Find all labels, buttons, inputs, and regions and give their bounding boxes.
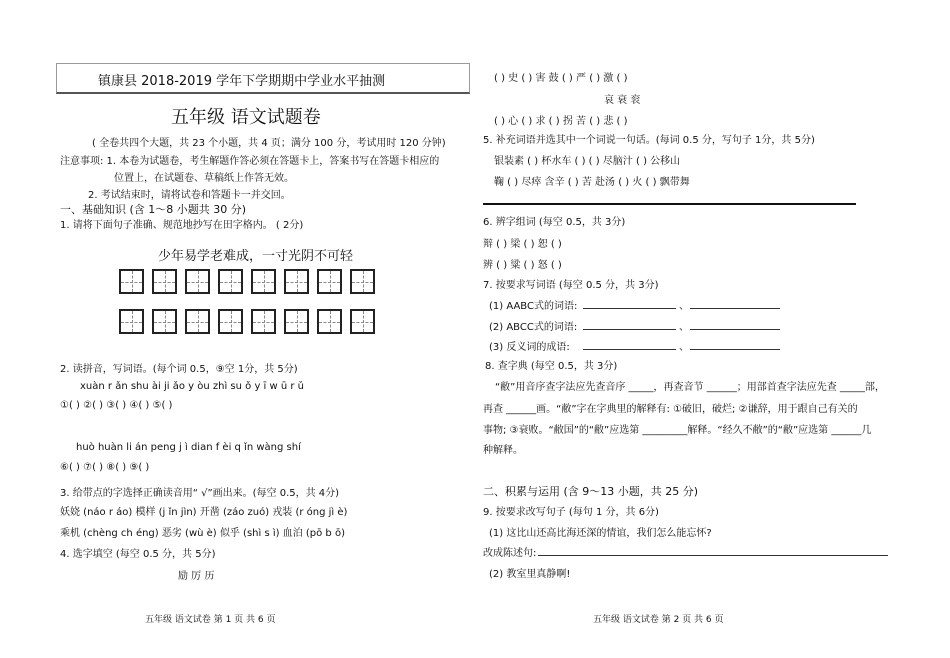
separator: 、: [679, 322, 689, 333]
r-row-1[interactable]: ( ) 史 ( ) 害 鼓 ( ) 严 ( ) 激 ( ): [494, 73, 628, 84]
pinyin-row-2: huò huàn li án peng j ì dian f èi q ǐn wàng shí: [76, 442, 301, 453]
q7-abcc-blank-1[interactable]: [583, 329, 676, 330]
q8-text-1[interactable]: “敝”用音序查字法应先查音序 _____，再查音节 ______；用部首查字法应先查 _____部，: [495, 382, 885, 393]
answer-row-1[interactable]: ①( ) ②( ) ③( ) ④( ) ⑤( ): [60, 400, 173, 411]
q7-aabc: (1) AABC式的词语:: [489, 301, 578, 312]
grid-cell[interactable]: [350, 269, 375, 294]
q3-line-1[interactable]: 妖娆 (náo r áo) 模样 (j ǐn jìn) 开凿 (záo zuó) 戎装 (r óng jì è): [60, 507, 348, 518]
section-2-heading: 二、积累与运用 (含 9～13 小题，共 25 分): [483, 485, 699, 498]
question-3: 3. 给带点的字选择正确读音用“ √”画出来。(每空 0.5，共 4分): [60, 488, 340, 499]
page-footer-right: 五年级 语文试卷 第 2 页 共 6 页: [593, 615, 724, 625]
q7-aabc-blank-2[interactable]: [690, 308, 780, 309]
question-6: 6. 辨字组词 (每空 0.5，共 3分): [483, 217, 626, 228]
question-1: 1. 请将下面句子准确、规范地抄写在田字格内。 ( 2分): [60, 220, 304, 231]
q8-text-2[interactable]: 再查 ______画。“敝”字在字典里的解释有: ①破旧，破烂; ②谦辞，用于跟自己有关的: [483, 404, 858, 415]
grid-cell[interactable]: [284, 269, 309, 294]
r-row-3[interactable]: ( ) 心 ( ) 求 ( ) 拐 苦 ( ) 悲 ( ): [494, 116, 628, 127]
question-8: 8. 查字典 (每空 0.5，共 3分): [485, 361, 618, 372]
grid-cell[interactable]: [284, 309, 309, 334]
q8-text-3[interactable]: 事物; ③衰败。“敝国”的“敝”应选第 _________解释。“经久不敝”的“敝”应选第 ______几: [483, 425, 872, 436]
q7-antonym-blank-1[interactable]: [583, 349, 676, 350]
question-2: 2. 读拼音，写词语。(每个词 0.5，⑨空 1分，共 5分): [60, 364, 298, 375]
grid-cell[interactable]: [251, 309, 276, 334]
q7-aabc-blank-1[interactable]: [583, 308, 676, 309]
q9-item-1-instruction: 改成陈述句:: [483, 548, 537, 559]
q5-line-2[interactable]: 鞠 ( ) 尽瘁 含辛 ( ) 苦 赴汤 ( ) 火 ( ) 飘带舞: [494, 177, 690, 188]
q9-item-2: (2) 教室里真静啊!: [489, 569, 571, 580]
separator: 、: [679, 301, 689, 312]
grid-cell[interactable]: [251, 269, 276, 294]
grid-cell[interactable]: [119, 309, 144, 334]
grid-cell[interactable]: [218, 269, 243, 294]
grid-cell[interactable]: [152, 269, 177, 294]
writing-grid-row-2[interactable]: [119, 309, 375, 334]
q4-chars: 励 厉 历: [178, 571, 215, 582]
exam-header: 镇康县 2018-2019 学年下学期期中学业水平抽测: [98, 74, 386, 89]
grid-cell[interactable]: [185, 269, 210, 294]
question-5: 5. 补充词语并选其中一个词说一句话。(每词 0.5 分，写句子 1分，共 5分): [483, 135, 815, 146]
q7-abcc: (2) ABCC式的词语:: [489, 322, 578, 333]
grid-cell[interactable]: [185, 309, 210, 334]
q7-abcc-blank-2[interactable]: [690, 329, 780, 330]
grid-cell[interactable]: [218, 309, 243, 334]
q5-line-1[interactable]: 银装素 ( ) 杯水车 ( ) ( ) 尽脑汁 ( ) 公移山: [494, 156, 681, 167]
q9-answer-line[interactable]: [538, 555, 888, 556]
q6-line-1[interactable]: 辩 ( ) 梁 ( ) 恕 ( ): [483, 239, 562, 250]
r-chars: 哀 衰 衮: [604, 95, 641, 106]
copy-sentence: 少年易学老难成，一寸光阴不可轻: [158, 249, 354, 264]
section-1-heading: 一、基础知识 (含 1～8 小题共 30 分): [60, 203, 247, 216]
grid-cell[interactable]: [350, 309, 375, 334]
grid-cell[interactable]: [119, 269, 144, 294]
page-title: 五年级 语文试题卷: [171, 107, 321, 128]
q3-line-2[interactable]: 乘机 (chèng ch éng) 恶劣 (wù è) 似乎 (shì s ì) 血泊 (pō b ō): [60, 528, 345, 539]
page-footer-left: 五年级 语文试卷 第 1 页 共 6 页: [145, 615, 276, 625]
writing-grid-row-1[interactable]: [119, 269, 375, 294]
answer-row-2[interactable]: ⑥( ) ⑦( ) ⑧( ) ⑨( ): [60, 462, 150, 473]
grid-cell[interactable]: [317, 309, 342, 334]
note-1b: 位置上，在试题卷、草稿纸上作答无效。: [114, 173, 294, 184]
separator: 、: [679, 342, 689, 353]
grid-cell[interactable]: [152, 309, 177, 334]
note-2: 2. 考试结束时，请将试卷和答题卡一并交回。: [88, 190, 291, 201]
q6-line-2[interactable]: 辨 ( ) 粱 ( ) 怒 ( ): [483, 260, 562, 271]
grid-cell[interactable]: [317, 269, 342, 294]
exam-instructions: ( 全卷共四个大题，共 23 个小题，共 4 页；满分 100 分，考试用时 120 分钟): [92, 138, 446, 149]
note-1: 注意事项: 1. 本卷为试题卷，考生解题作答必须在答题卡上，答案书写在答题卡相应的: [60, 156, 440, 167]
question-7: 7. 按要求写词语 (每空 0.5 分，共 3分): [483, 280, 659, 291]
question-9: 9. 按要求改写句子 (每句 1 分，共 6分): [483, 507, 659, 518]
q9-item-1: (1) 这比山还高比海还深的情谊，我们怎么能忘怀?: [489, 528, 712, 539]
q7-antonym-blank-2[interactable]: [690, 349, 780, 350]
answer-line[interactable]: [483, 203, 856, 205]
question-4: 4. 选字填空 (每空 0.5 分，共 5分): [60, 549, 216, 560]
q8-text-4: 种解释。: [483, 445, 523, 456]
pinyin-row-1: xuàn r ǎn shu ài ji ǎo y òu zhì su ǒ y ī w ū r ǔ: [80, 381, 304, 392]
q7-antonym: (3) 反义词的成语:: [489, 342, 570, 353]
